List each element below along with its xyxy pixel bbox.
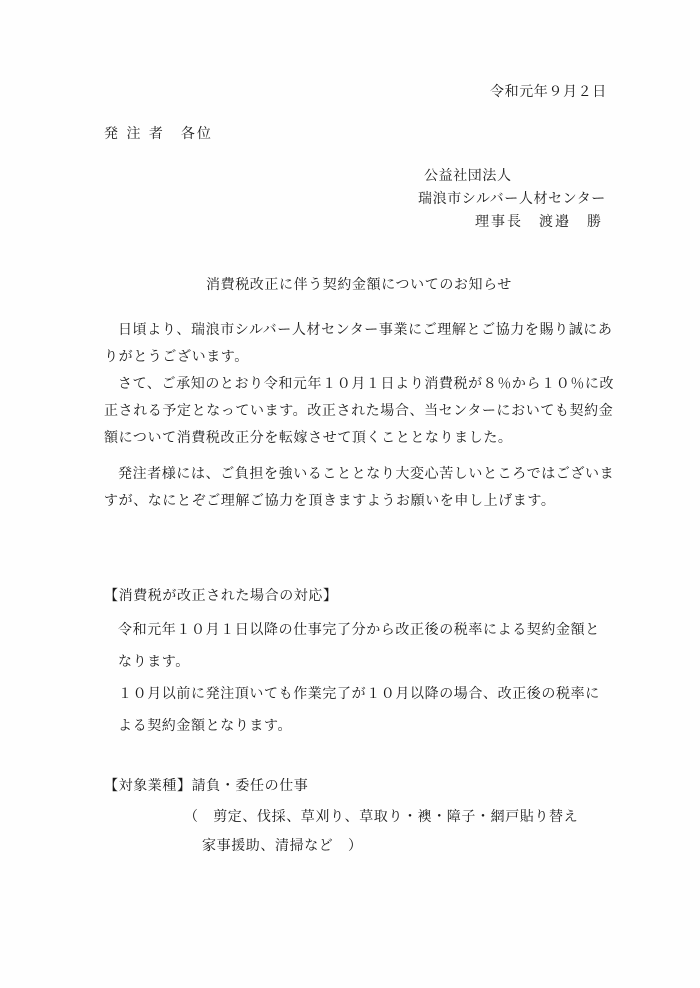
body-line: 額について消費税改正分を転嫁させて頂くこととなりました。: [104, 430, 513, 446]
body-line: りがとうございます。: [104, 349, 249, 365]
section-heading-work: 【対象業種】請負・委任の仕事: [104, 778, 309, 794]
section-response-line: 令和元年１０月１日以降の仕事完了分から改正後の税率による契約金額と: [118, 622, 600, 638]
body-line: 日頃より、瑞浪市シルバー人材センター事業にご理解とご協力を賜り誠にあ: [118, 322, 613, 338]
body-line: 発注者様には、ご負担を強いることとなり大変心苦しいところではございま: [118, 466, 615, 482]
sender-org-type: 公益社団法人: [424, 168, 512, 184]
work-types-line: 家事援助、清掃など ）: [202, 838, 363, 854]
body-line: すが、なにとぞご理解ご協力を頂きますようお願いを申し上げます。: [104, 493, 556, 509]
section-response-line: なります。: [118, 654, 190, 670]
addressee: 発 注 者 各位: [104, 126, 213, 142]
section-heading-response: 【消費税が改正された場合の対応】: [104, 588, 338, 604]
sender-org-name: 瑞浪市シルバー人材センター: [418, 191, 606, 207]
body-line: さて、ご承知のとおり令和元年１０月１日より消費税が８％から１０％に改: [118, 376, 615, 392]
body-line: 正される予定となっています。改正された場合、当センターにおいても契約金: [104, 403, 614, 419]
document-date: 令和元年９月２日: [490, 84, 607, 100]
work-types-line: （ 剪定、伐採、草刈り、草取り・襖・障子・網戸貼り替え: [184, 809, 579, 825]
section-response-line: よる契約金額となります。: [118, 718, 293, 734]
section-response-line: １０月以前に発注頂いても作業完了が１０月以降の場合、改正後の税率に: [118, 686, 600, 702]
document-subject: 消費税改正に伴う契約金額についてのお知らせ: [206, 277, 512, 293]
sender-signatory: 理事長 渡邉 勝: [475, 214, 603, 230]
